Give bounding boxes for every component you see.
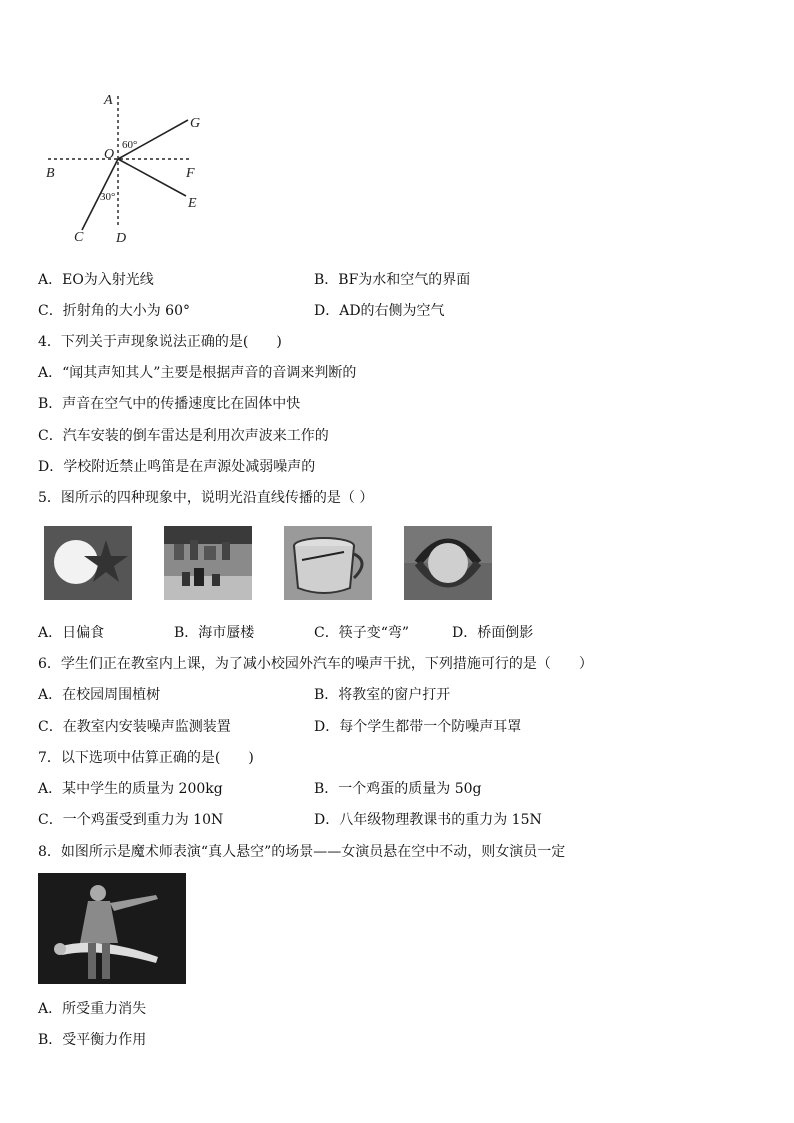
q7-stem: 7．以下选项中估算正确的是( ) — [38, 750, 254, 766]
levitation-photo — [38, 873, 186, 984]
q6-option-b: B．将教室的窗户打开 — [314, 687, 451, 703]
q3-option-d: D．AD的右侧为空气 — [314, 303, 445, 319]
q8-option-b: B．受平衡力作用 — [38, 1032, 147, 1048]
label-f: F — [186, 166, 195, 181]
q6-stem: 6．学生们正在教室内上课，为了减小校园外汽车的噪声干扰，下列措施可行的是（ ） — [38, 656, 593, 672]
q4-option-d: D．学校附近禁止鸣笛是在声源处减弱噪声的 — [38, 459, 316, 475]
label-o: O — [104, 147, 115, 162]
q4-option-a: A．“闻其声知其人”主要是根据声音的音调来判断的 — [38, 365, 357, 381]
angle-60-label: 60° — [122, 139, 138, 151]
q3-option-c: C．折射角的大小为 60° — [38, 303, 190, 319]
q6-option-d: D．每个学生都带一个防噪声耳罩 — [314, 719, 522, 735]
q5-option-d: D．桥面倒影 — [452, 625, 534, 641]
q5-option-a: A．日偏食 — [38, 625, 105, 641]
q5-option-c: C．筷子变“弯” — [314, 625, 410, 641]
label-b: B — [46, 166, 55, 181]
q4-option-c: C．汽车安装的倒车雷达是利用次声波来工作的 — [38, 428, 329, 444]
label-d: D — [116, 231, 127, 246]
q3-option-b: B．BF为水和空气的界面 — [314, 272, 471, 288]
refraction-diagram — [40, 88, 220, 248]
bridge-reflection-photo — [404, 526, 492, 600]
eclipse-photo — [44, 526, 132, 600]
q7-option-c: C．一个鸡蛋受到重力为 10N — [38, 812, 224, 828]
q7-option-b: B．一个鸡蛋的质量为 50g — [314, 781, 482, 797]
q8-option-a: A．所受重力消失 — [38, 1001, 147, 1017]
label-e: E — [188, 196, 197, 211]
q4-option-b: B．声音在空气中的传播速度比在固体中快 — [38, 396, 301, 412]
q7-option-d: D．八年级物理教课书的重力为 15N — [314, 812, 542, 828]
label-c: C — [74, 230, 84, 245]
label-a: A — [104, 93, 113, 108]
chopstick-cup-photo — [284, 526, 372, 600]
label-g: G — [190, 116, 201, 131]
q6-option-a: A．在校园周围植树 — [38, 687, 161, 703]
q3-option-a: A．EO为入射光线 — [38, 272, 154, 288]
q5-stem: 5．图所示的四种现象中，说明光沿直线传播的是（ ） — [38, 490, 374, 506]
q7-option-a: A．某中学生的质量为 200kg — [38, 781, 223, 797]
q6-option-c: C．在教室内安装噪声监测装置 — [38, 719, 231, 735]
angle-30-label: 30° — [100, 191, 116, 203]
q8-stem: 8．如图所示是魔术师表演“真人悬空”的场景——女演员悬在空中不动，则女演员一定 — [38, 844, 566, 860]
mirage-photo — [164, 526, 252, 600]
q5-option-b: B．海市蜃楼 — [174, 625, 255, 641]
q4-stem: 4．下列关于声现象说法正确的是( ) — [38, 334, 282, 350]
